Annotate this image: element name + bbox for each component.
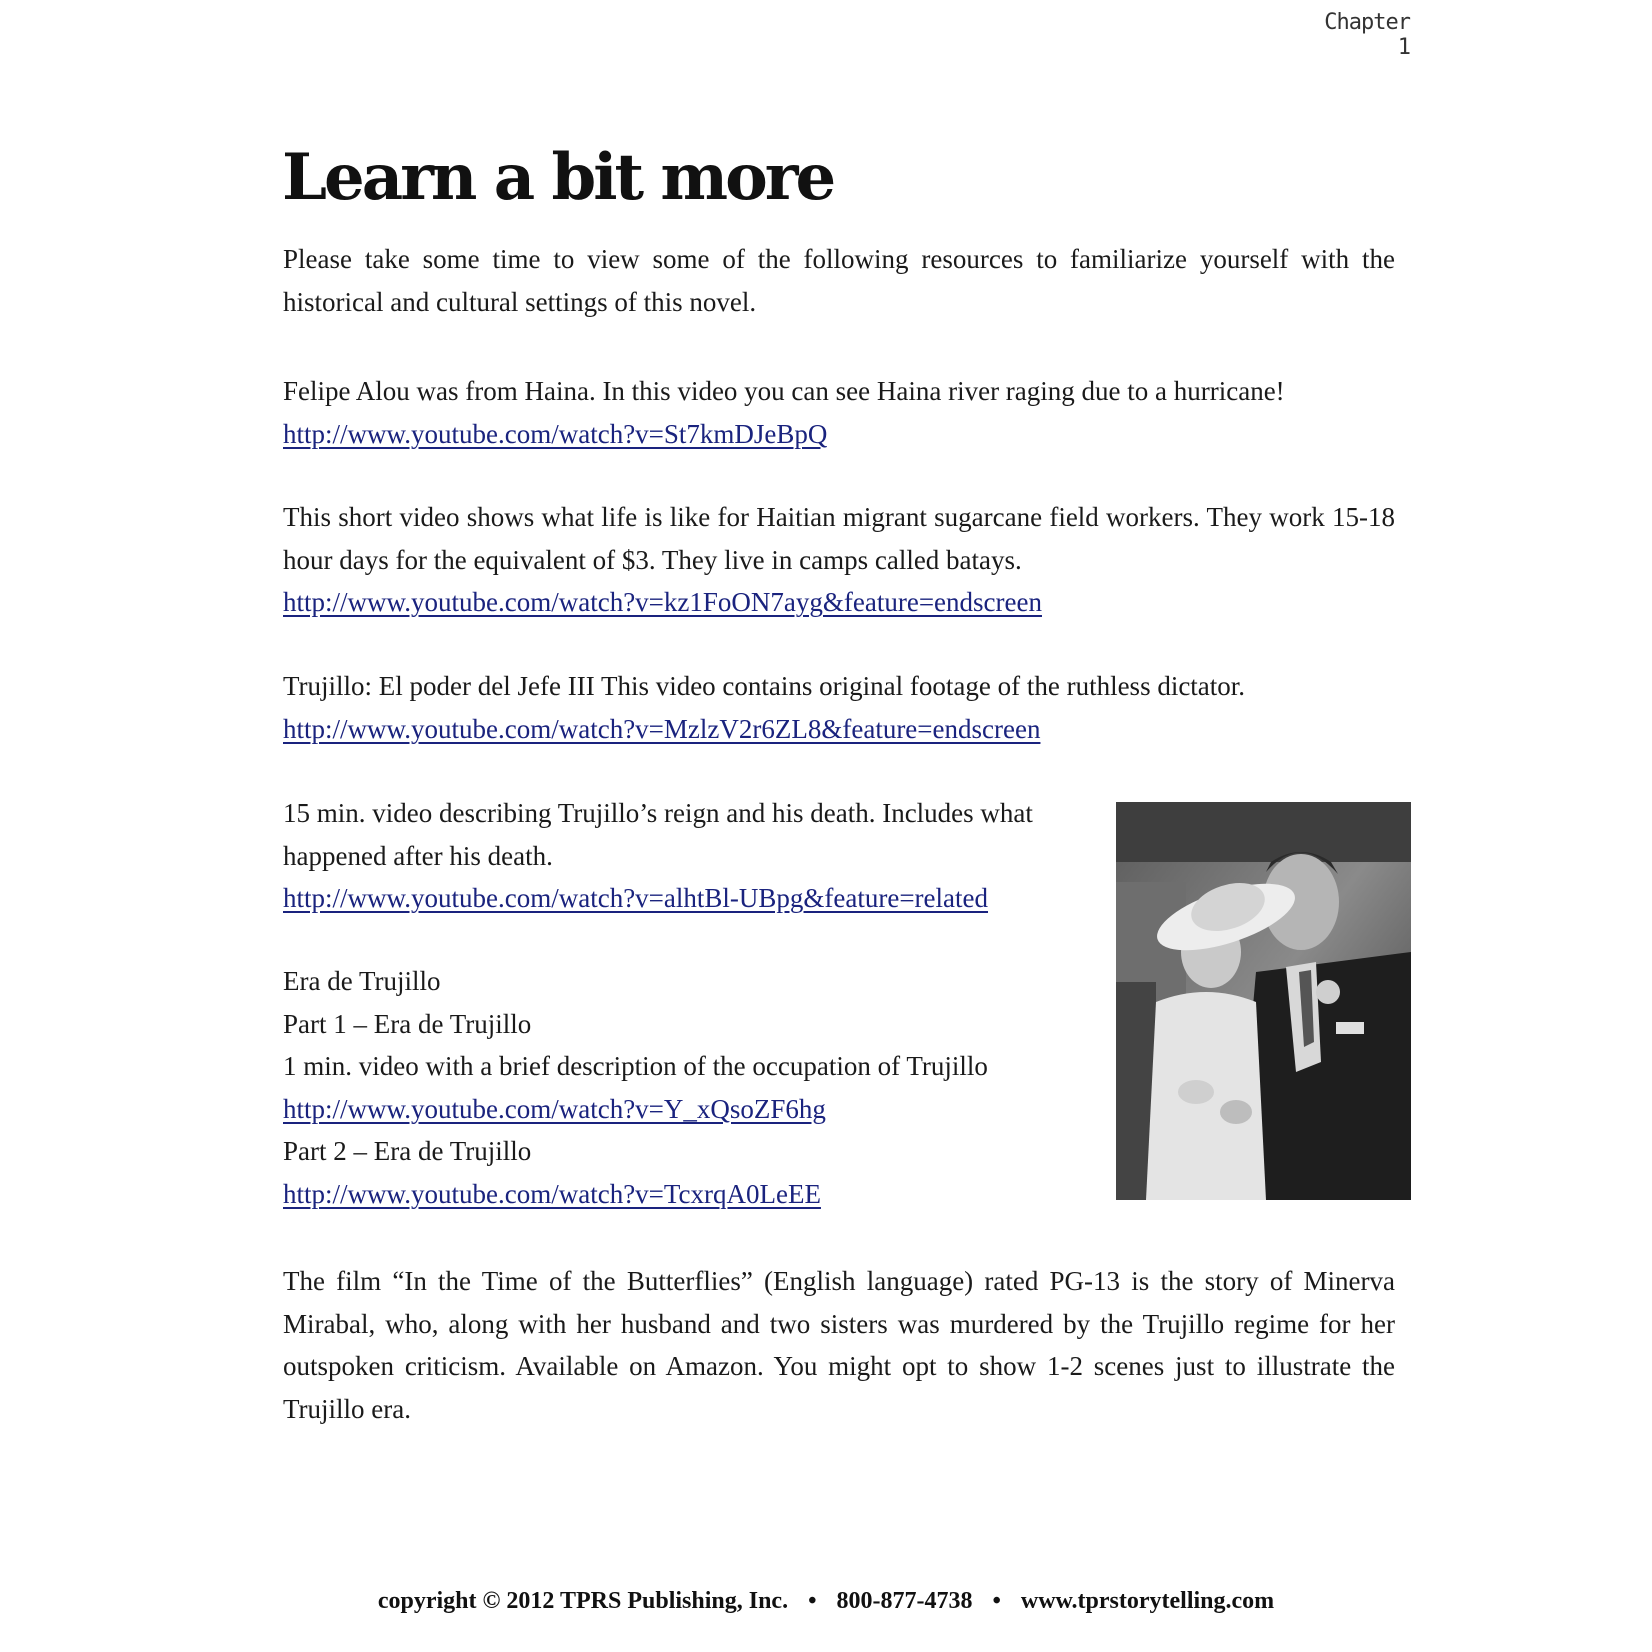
- era-part1-link[interactable]: http://www.youtube.com/watch?v=Y_xQsoZF6hg: [283, 1093, 826, 1124]
- resource-sugarcane-text: This short video shows what life is like for Haitian migrant sugarcane field workers. They work 15-18 hour days for the equivalent of $3. They live in camps called batays.: [283, 502, 1395, 575]
- resource-reign-link[interactable]: http://www.youtube.com/watch?v=alhtBl-UBpg&feature=related: [283, 883, 989, 913]
- resource-reign-text: 15 min. video describing Trujillo’s reign and his death. Includes what happened after his death.: [283, 798, 1033, 871]
- intro-paragraph: Please take some time to view some of the following resources to familiarize yourself with the historical and cultural settings of this novel.: [283, 244, 1395, 317]
- era-part1-label: Part 1 – Era de Trujillo: [283, 1008, 532, 1039]
- resource-haina-text: Felipe Alou was from Haina. In this video you can see Haina river raging due to a hurricane!: [283, 376, 1285, 406]
- footer-phone: 800-877-4738: [836, 1588, 973, 1614]
- resource-haina: [283, 370, 1395, 455]
- era-section: [283, 960, 1113, 1215]
- footer: [0, 1588, 1652, 1615]
- era-part2-label: Part 2 – Era de Trujillo: [283, 1136, 532, 1166]
- historical-couple-photo: [1116, 802, 1411, 1200]
- chapter-header: Chapter 1: [1324, 10, 1410, 60]
- resource-poder-jefe-text: Trujillo: El poder del Jefe III This video contains original footage of the ruthless dictator.: [283, 671, 1246, 701]
- resource-haina-link[interactable]: http://www.youtube.com/watch?v=St7kmDJeBpQ: [283, 418, 828, 449]
- footer-bullet-2: •: [992, 1588, 1001, 1614]
- page-title: Learn a bit more: [282, 140, 834, 215]
- era-part2-link[interactable]: http://www.youtube.com/watch?v=TcxrqA0LeEE: [283, 1178, 821, 1209]
- era-part1-desc: 1 min. video with a brief description of the occupation of Trujillo: [283, 1051, 988, 1081]
- footer-website[interactable]: www.tprstorytelling.com: [1020, 1588, 1275, 1614]
- resource-reign: [283, 792, 1113, 920]
- resource-poder-jefe: [283, 665, 1395, 750]
- footer-copyright: copyright © 2012 TPRS Publishing, Inc.: [377, 1588, 789, 1614]
- film-paragraph: The film “In the Time of the Butterflies” (English language) rated PG-13 is the story of Minerva Mirabal, who, along with her husband and two sisters was murdered by the Trujillo regime for her outspoken criticism. Available on Amazon. You might opt to show 1-2 scenes just to illustrate the Trujillo era.: [283, 1266, 1395, 1424]
- resource-poder-jefe-link[interactable]: http://www.youtube.com/watch?v=MzlzV2r6ZL8&feature=endscreen: [283, 713, 1041, 744]
- resource-sugarcane-link[interactable]: http://www.youtube.com/watch?v=kz1FoON7ayg&feature=endscreen: [283, 587, 1042, 617]
- footer-bullet-1: •: [808, 1588, 817, 1614]
- era-heading: Era de Trujillo: [283, 966, 441, 996]
- resource-sugarcane: [283, 496, 1395, 624]
